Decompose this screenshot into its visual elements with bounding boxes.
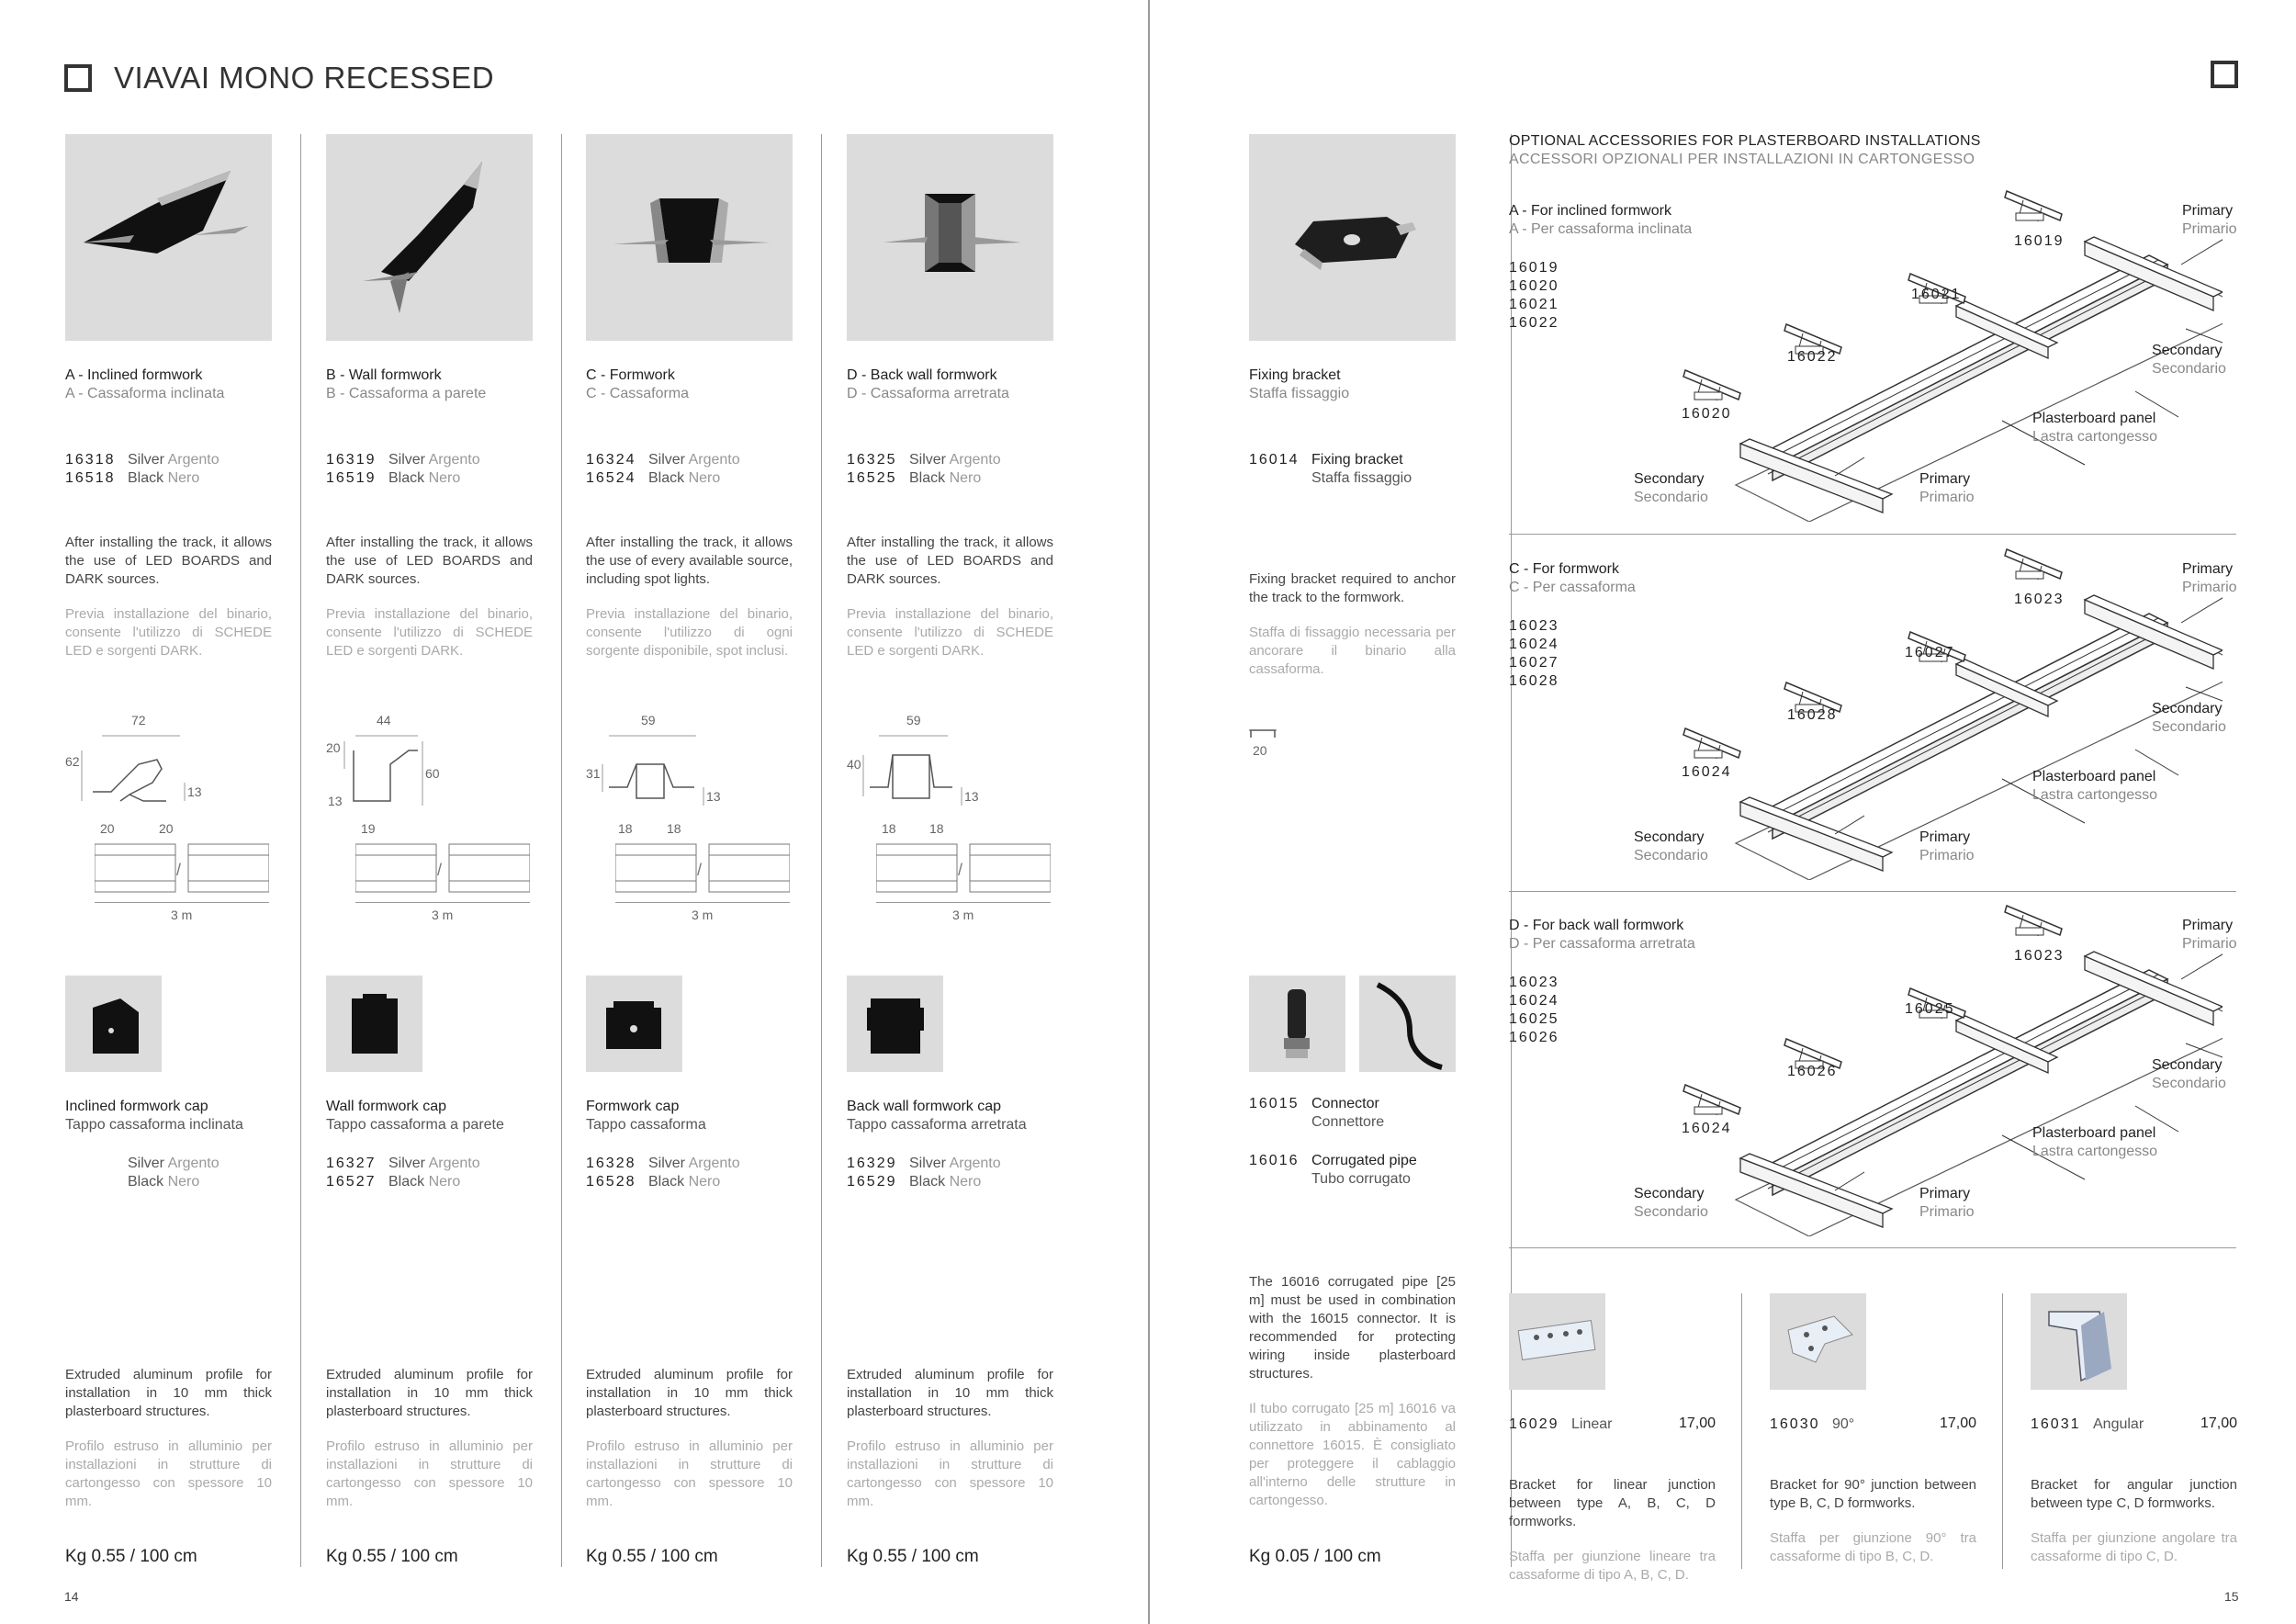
label-secondary: Secondary (1634, 471, 1705, 487)
variant-code: 16525 (847, 470, 897, 486)
callout-code: 16022 (1787, 349, 1838, 365)
profile-name-it: A - Cassaforma inclinata (65, 386, 225, 401)
profile-column (586, 134, 793, 660)
profile-desc-it: Previa installazione del binario, consente l'utilizzo di ogni sorgente disponibile, spot inclusi. (586, 606, 793, 659)
variant-code: 16318 (65, 452, 116, 468)
profile-weight: Kg 0.55 / 100 cm (847, 1547, 979, 1566)
bracket-price: 17,00 (2200, 1415, 2237, 1431)
svg-text:18: 18 (667, 821, 681, 836)
label-panel-it: Lastra cartongesso (2032, 787, 2158, 803)
bracket-divider (1741, 1293, 1742, 1569)
cap-name: Formwork cap (586, 1099, 680, 1114)
variant-row (847, 469, 1053, 488)
bracket-desc-it: Staffa per giunzione 90° tra cassaforme di tipo B, C, D. (1770, 1530, 1976, 1564)
column-divider (561, 134, 562, 1567)
cap-color-it: Nero (167, 1174, 200, 1190)
cap-block (847, 976, 1027, 1191)
accessory-code: 16020 (1509, 278, 1559, 294)
pipe-desc-it: Il tubo corrugato [25 m] 16016 va utilizzato in abbinamento al connettore 16015. È consigliato per proteggere il cablaggio all'interno delle strutture in cartongesso. (1249, 1401, 1456, 1508)
bracket-photo (1509, 1293, 1605, 1390)
profile-name-it: C - Cassaforma (586, 386, 690, 401)
cap-code: 16527 (326, 1174, 377, 1190)
connector-info (1249, 1095, 1465, 1189)
accessories-heading (1509, 132, 1981, 169)
variant-code: 16324 (586, 452, 636, 468)
label-primary-it: Primario (2182, 580, 2237, 595)
bracket-type: Angular (2093, 1416, 2144, 1432)
bracket-desc: Bracket for linear junction between type A, B, C, D formworks. (1509, 1477, 1716, 1529)
profile-desc: After installing the track, it allows the use of LED BOARDS and DARK sources. (847, 535, 1053, 587)
extrusion-block (847, 1366, 1053, 1511)
cap-color-it: Argento (428, 1156, 480, 1171)
variant-color: Silver (388, 452, 426, 468)
section-title-it: C - Per cassaforma (1509, 580, 1636, 595)
profile-desc-it: Previa installazione del binario, consente l'utilizzo di SCHEDE LED e sorgenti DARK. (847, 606, 1053, 659)
label-primary-it: Primario (2182, 221, 2237, 237)
svg-text:18: 18 (929, 821, 944, 836)
variant-color: Silver (128, 452, 165, 468)
profile-column (326, 134, 533, 660)
label-secondary-it: Secondario (2152, 361, 2226, 377)
page-number-left: 14 (64, 1589, 79, 1604)
fixing-code-it: Staffa fissaggio (1311, 470, 1412, 486)
accessory-code: 16028 (1509, 673, 1559, 689)
cap-photo (65, 976, 162, 1072)
accessories-title-it: ACCESSORI OPZIONALI PER INSTALLAZIONI IN CARTONGESSO (1509, 152, 1975, 167)
page-spine (1148, 0, 1150, 1624)
cap-color: Black (909, 1174, 946, 1190)
label-secondary-it: Secondario (2152, 1076, 2226, 1091)
label-primary-it: Primario (1919, 490, 1975, 505)
variant-code: 16325 (847, 452, 897, 468)
svg-text:40: 40 (847, 757, 861, 772)
square-icon (64, 64, 92, 92)
extrusion-desc: Extruded aluminum profile for installation in 10 mm thick plasterboard structures. (326, 1367, 533, 1419)
variant-color: Black (388, 470, 425, 486)
square-icon-right (2211, 61, 2238, 93)
cap-variant-row (326, 1155, 504, 1173)
profile-length: 3 m (692, 908, 714, 922)
variant-row (326, 469, 533, 488)
cap-color-it: Argento (688, 1156, 740, 1171)
profile-weight: Kg 0.55 / 100 cm (326, 1547, 458, 1566)
fixing-bracket-photo (1249, 134, 1456, 341)
length-dim-line (355, 902, 530, 903)
cap-color: Black (388, 1174, 425, 1190)
cap-variant-row (65, 1155, 243, 1173)
section-divider (1509, 534, 2236, 535)
callout-code: 16024 (1682, 764, 1732, 780)
pipe-code: 16016 (1249, 1153, 1300, 1168)
variant-row (586, 469, 793, 488)
profile-section-drawing (847, 714, 1053, 851)
profile-desc: After installing the track, it allows the use of LED BOARDS and DARK sources. (65, 535, 272, 587)
cap-color-it: Nero (428, 1174, 461, 1190)
label-secondary: Secondary (1634, 1186, 1705, 1201)
svg-text:60: 60 (425, 766, 440, 781)
variant-color-it: Nero (688, 470, 721, 486)
section-title: A - For inclined formwork (1509, 203, 1671, 219)
svg-text:59: 59 (641, 714, 656, 727)
svg-text:20: 20 (326, 740, 341, 755)
accessories-title: OPTIONAL ACCESSORIES FOR PLASTERBOARD INSTALLATIONS (1509, 133, 1981, 149)
svg-text:13: 13 (328, 794, 343, 808)
fixing-desc-it: Staffa di fissaggio necessaria per ancorare il binario alla cassaforma. (1249, 625, 1456, 677)
variant-color-it: Nero (428, 470, 461, 486)
extrusion-desc: Extruded aluminum profile for installation in 10 mm thick plasterboard structures. (586, 1367, 793, 1419)
cap-color: Silver (909, 1156, 947, 1171)
label-secondary-it: Secondario (1634, 490, 1708, 505)
callout-code: 16023 (2014, 948, 2065, 964)
cap-block (326, 976, 504, 1191)
column-divider (300, 134, 301, 1567)
svg-text:44: 44 (377, 714, 391, 727)
svg-text:13: 13 (187, 784, 202, 799)
pipe-name: Corrugated pipe (1311, 1153, 1417, 1168)
cap-color-it: Nero (949, 1174, 982, 1190)
label-panel-it: Lastra cartongesso (2032, 429, 2158, 445)
bracket-code: 16031 (2031, 1416, 2081, 1432)
variant-color-it: Nero (167, 470, 200, 486)
bracket-photo (1770, 1293, 1866, 1390)
fixing-dim: 20 (1253, 743, 1267, 758)
svg-text:59: 59 (906, 714, 921, 727)
label-primary-it: Primario (1919, 1204, 1975, 1220)
callout-code: 16025 (1905, 1001, 1955, 1017)
fixing-code: 16014 (1249, 452, 1300, 468)
label-primary: Primary (1919, 471, 1971, 487)
fixing-name: Fixing bracket (1249, 367, 1341, 383)
cap-variant-row (65, 1173, 243, 1191)
profile-column (847, 134, 1053, 660)
profile-length: 3 m (432, 908, 454, 922)
profile-name: A - Inclined formwork (65, 367, 203, 383)
profile-section-drawing (326, 714, 533, 851)
cap-color: Silver (648, 1156, 686, 1171)
label-secondary-it: Secondario (1634, 848, 1708, 863)
label-primary: Primary (2182, 561, 2234, 577)
accessory-code: 16023 (1509, 975, 1559, 990)
cap-name: Wall formwork cap (326, 1099, 446, 1114)
extrusion-desc: Extruded aluminum profile for installation in 10 mm thick plasterboard structures. (847, 1367, 1053, 1419)
svg-text:/: / (697, 861, 703, 879)
profile-name: D - Back wall formwork (847, 367, 997, 383)
label-secondary: Secondary (2152, 1057, 2223, 1073)
cap-code: 16529 (847, 1174, 897, 1190)
fixing-dim-drawing (1249, 725, 1456, 758)
cap-code: 16329 (847, 1156, 897, 1171)
cap-color-it: Argento (949, 1156, 1001, 1171)
bracket-price: 17,00 (1678, 1415, 1716, 1431)
label-panel-it: Lastra cartongesso (2032, 1144, 2158, 1159)
bracket-block (2031, 1293, 2237, 1566)
cap-photo (847, 976, 943, 1072)
profile-name: C - Formwork (586, 367, 675, 383)
profile-name-it: B - Cassaforma a parete (326, 386, 487, 401)
fixing-column (1249, 134, 1456, 758)
cap-name-it: Tappo cassaforma a parete (326, 1117, 504, 1133)
cap-variant-row (586, 1173, 740, 1191)
variant-code: 16319 (326, 452, 377, 468)
profile-name-it: D - Cassaforma arretrata (847, 386, 1009, 401)
length-dim-line (615, 902, 790, 903)
bracket-block (1770, 1293, 1976, 1566)
cap-variant-row (847, 1155, 1027, 1173)
profile-photo (65, 134, 272, 341)
label-secondary: Secondary (2152, 701, 2223, 716)
variant-code: 16518 (65, 470, 116, 486)
profile-column (65, 134, 272, 660)
variant-color-it: Argento (428, 452, 480, 468)
fixing-weight: Kg 0.05 / 100 cm (1249, 1547, 1381, 1566)
column-divider (821, 134, 822, 1567)
bracket-desc: Bracket for 90° junction between type B, C, D formworks. (1770, 1477, 1976, 1511)
label-panel: Plasterboard panel (2032, 411, 2156, 426)
section-title: D - For back wall formwork (1509, 918, 1684, 933)
cap-code: 16327 (326, 1156, 377, 1171)
section-divider (1509, 1247, 2236, 1248)
profile-desc-it: Previa installazione del binario, consente l'utilizzo di SCHEDE LED e sorgenti DARK. (326, 606, 533, 659)
variant-code: 16519 (326, 470, 377, 486)
callout-code: 16027 (1905, 645, 1955, 660)
page-title: VIAVAI MONO RECESSED (114, 61, 495, 95)
variant-color-it: Argento (949, 452, 1001, 468)
cap-photo (586, 976, 682, 1072)
profile-weight: Kg 0.55 / 100 cm (586, 1547, 718, 1566)
cap-name-it: Tappo cassaforma inclinata (65, 1117, 243, 1133)
cap-name-it: Tappo cassaforma arretrata (847, 1117, 1027, 1133)
extrusion-desc: Extruded aluminum profile for installation in 10 mm thick plasterboard structures. (65, 1367, 272, 1419)
callout-code: 16028 (1787, 707, 1838, 723)
svg-text:72: 72 (131, 714, 146, 727)
cap-name-it: Tappo cassaforma (586, 1117, 706, 1133)
profile-section-drawing (586, 714, 793, 851)
fixing-code-row (1249, 451, 1456, 488)
fixing-name-it: Staffa fissaggio (1249, 386, 1350, 401)
connector-code: 16015 (1249, 1096, 1300, 1111)
label-panel: Plasterboard panel (2032, 769, 2156, 784)
callout-code: 16020 (1682, 406, 1732, 422)
accessory-code: 16023 (1509, 618, 1559, 634)
svg-text:20: 20 (100, 821, 115, 836)
accessory-code: 16027 (1509, 655, 1559, 671)
callout-code: 16023 (2014, 592, 2065, 607)
connector-name-it: Connettore (1311, 1114, 1385, 1130)
profile-length-drawing (355, 842, 530, 897)
accessory-code: 16021 (1509, 297, 1559, 312)
cap-variant-row (326, 1173, 504, 1191)
profile-name: B - Wall formwork (326, 367, 442, 383)
svg-text:13: 13 (706, 789, 721, 804)
extrusion-block (586, 1366, 793, 1511)
label-secondary: Secondary (2152, 343, 2223, 358)
svg-text:/: / (176, 861, 182, 879)
fixing-desc: Fixing bracket required to anchor the track to the formwork. (1249, 571, 1456, 605)
variant-row (65, 469, 272, 488)
pipe-desc: The 16016 corrugated pipe [25 m] must be used in combination with the 16015 connector. It is recommended for protecting wiring inside plasterboard structures. (1249, 1274, 1456, 1382)
pipe-desc-block (1249, 1273, 1456, 1510)
variant-color: Silver (909, 452, 947, 468)
svg-text:18: 18 (882, 821, 896, 836)
bracket-code-row (1509, 1415, 1716, 1434)
pipe-name-it: Tubo corrugato (1311, 1171, 1411, 1187)
bracket-desc: Bracket for angular junction between type C, D formworks. (2031, 1477, 2237, 1511)
cap-color: Black (128, 1174, 164, 1190)
accessory-code: 16026 (1509, 1030, 1559, 1045)
bracket-desc-it: Staffa per giunzione angolare tra cassaforme di tipo C, D. (2031, 1530, 2237, 1564)
variant-color-it: Argento (167, 452, 219, 468)
label-primary-it: Primario (2182, 936, 2237, 952)
bracket-code-row (1770, 1415, 1976, 1434)
section-title: C - For formwork (1509, 561, 1619, 577)
bracket-code: 16029 (1509, 1416, 1559, 1432)
accessory-code: 16024 (1509, 993, 1559, 1009)
profile-length: 3 m (952, 908, 974, 922)
bracket-type: Linear (1571, 1416, 1613, 1432)
connector-photo (1249, 976, 1345, 1072)
variant-color-it: Argento (688, 452, 740, 468)
label-primary: Primary (1919, 1186, 1971, 1201)
callout-code: 16024 (1682, 1121, 1732, 1136)
svg-text:62: 62 (65, 754, 80, 769)
profile-length-drawing (876, 842, 1051, 897)
cap-block (65, 976, 243, 1191)
bracket-type: 90° (1832, 1416, 1855, 1432)
cap-color: Silver (388, 1156, 426, 1171)
cap-code: 16528 (586, 1174, 636, 1190)
label-primary: Primary (2182, 918, 2234, 933)
svg-text:19: 19 (361, 821, 376, 836)
profile-length-drawing (95, 842, 269, 897)
label-secondary-it: Secondario (2152, 719, 2226, 735)
length-dim-line (876, 902, 1051, 903)
bracket-price: 17,00 (1939, 1415, 1976, 1431)
callout-code: 16021 (1911, 287, 1962, 302)
cap-photo (326, 976, 422, 1072)
label-primary: Primary (2182, 203, 2234, 219)
bracket-block (1509, 1293, 1716, 1585)
variant-row (65, 451, 272, 469)
extrusion-desc-it: Profilo estruso in alluminio per installazioni in strutture di cartongesso con spessore 10 mm. (586, 1438, 793, 1509)
cap-color: Silver (128, 1156, 165, 1171)
accessory-code: 16022 (1509, 315, 1559, 331)
profile-weight: Kg 0.55 / 100 cm (65, 1547, 197, 1566)
extrusion-block (326, 1366, 533, 1511)
length-dim-line (95, 902, 269, 903)
variant-row (326, 451, 533, 469)
profile-photo (847, 134, 1053, 341)
fixing-code-en: Fixing bracket (1311, 452, 1403, 468)
variant-color-it: Nero (949, 470, 982, 486)
section-title-it: A - Per cassaforma inclinata (1509, 221, 1693, 237)
cap-name: Back wall formwork cap (847, 1099, 1002, 1114)
cap-color-it: Argento (167, 1156, 219, 1171)
profile-photo (586, 134, 793, 341)
variant-color: Black (128, 470, 164, 486)
svg-text:/: / (958, 861, 963, 879)
svg-text:13: 13 (964, 789, 979, 804)
profile-photo (326, 134, 533, 341)
pipe-photo (1359, 976, 1456, 1072)
extrusion-desc-it: Profilo estruso in alluminio per installazioni in strutture di cartongesso con spessore 10 mm. (847, 1438, 1053, 1509)
label-panel: Plasterboard panel (2032, 1125, 2156, 1141)
cap-variant-row (586, 1155, 740, 1173)
label-primary-it: Primario (1919, 848, 1975, 863)
page-header (64, 61, 494, 96)
accessory-code: 16024 (1509, 637, 1559, 652)
extrusion-desc-it: Profilo estruso in alluminio per installazioni in strutture di cartongesso con spessore 10 mm. (326, 1438, 533, 1509)
svg-text:18: 18 (618, 821, 633, 836)
extrusion-block (65, 1366, 272, 1511)
cap-color: Black (648, 1174, 685, 1190)
label-secondary: Secondary (1634, 829, 1705, 845)
label-primary: Primary (1919, 829, 1971, 845)
cap-code: 16328 (586, 1156, 636, 1171)
callout-code: 16019 (2014, 233, 2065, 249)
cap-block (586, 976, 740, 1191)
accessory-code: 16019 (1509, 260, 1559, 276)
svg-text:/: / (437, 861, 443, 879)
variant-row (586, 451, 793, 469)
cap-name: Inclined formwork cap (65, 1099, 208, 1114)
section-divider (1509, 891, 2236, 892)
profile-desc: After installing the track, it allows the use of every available source, including spot lights. (586, 535, 793, 587)
svg-text:20: 20 (159, 821, 174, 836)
profile-desc-it: Previa installazione del binario, consente l'utilizzo di SCHEDE LED e sorgenti DARK. (65, 606, 272, 659)
variant-color: Black (909, 470, 946, 486)
extrusion-desc-it: Profilo estruso in alluminio per installazioni in strutture di cartongesso con spessore 10 mm. (65, 1438, 272, 1509)
label-secondary-it: Secondario (1634, 1204, 1708, 1220)
bracket-desc-it: Staffa per giunzione lineare tra cassaforme di tipo A, B, C, D. (1509, 1549, 1716, 1583)
bracket-code: 16030 (1770, 1416, 1820, 1432)
bracket-photo (2031, 1293, 2127, 1390)
cap-variant-row (847, 1173, 1027, 1191)
variant-color: Black (648, 470, 685, 486)
variant-code: 16524 (586, 470, 636, 486)
callout-code: 16026 (1787, 1064, 1838, 1079)
section-title-it: D - Per cassaforma arretrata (1509, 936, 1695, 952)
profile-length: 3 m (171, 908, 193, 922)
variant-row (847, 451, 1053, 469)
cap-color-it: Nero (688, 1174, 721, 1190)
profile-length-drawing (615, 842, 790, 897)
bracket-code-row (2031, 1415, 2237, 1434)
profile-desc: After installing the track, it allows the use of LED BOARDS and DARK sources. (326, 535, 533, 587)
svg-text:31: 31 (586, 766, 601, 781)
bracket-divider (2002, 1293, 2003, 1569)
page-number-right: 15 (2224, 1589, 2239, 1604)
profile-section-drawing (65, 714, 272, 851)
connector-name: Connector (1311, 1096, 1379, 1111)
accessory-code: 16025 (1509, 1011, 1559, 1027)
variant-color: Silver (648, 452, 686, 468)
